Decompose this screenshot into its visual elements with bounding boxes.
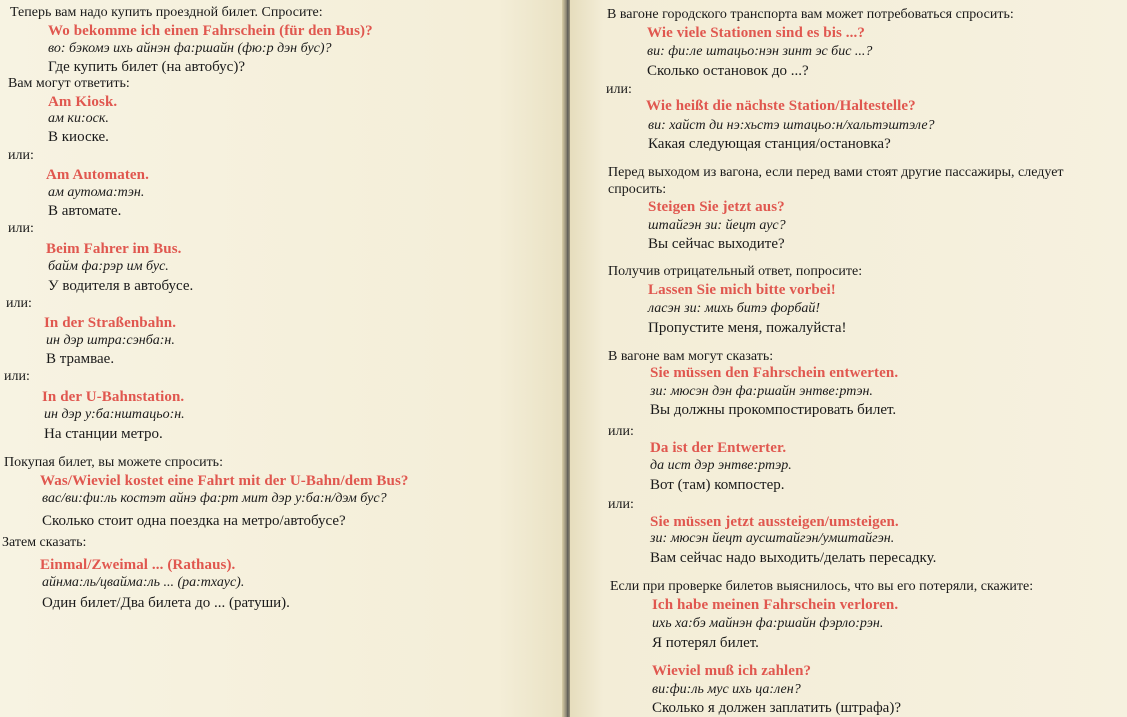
instruction-text: или:	[6, 296, 32, 311]
russian-translation: Вам сейчас надо выходить/делать пересадку.	[650, 550, 937, 566]
instruction-text: Затем сказать:	[2, 535, 87, 550]
german-phrase: Wie heißt die nächste Station/Haltestelle?	[646, 98, 916, 114]
german-phrase: Steigen Sie jetzt aus?	[648, 199, 785, 215]
russian-translation: Какая следующая станция/остановка?	[648, 136, 891, 152]
german-phrase: Wie viele Stationen sind es bis ...?	[647, 25, 865, 41]
german-phrase: Beim Fahrer im Bus.	[46, 241, 182, 257]
instruction-text: или:	[606, 82, 632, 97]
german-phrase: Am Automaten.	[46, 167, 149, 183]
instruction-text: Получив отрицательный ответ, попросите:	[608, 264, 863, 279]
russian-translation: Я потерял билет.	[652, 635, 759, 651]
transcription: да ист дэр энтве:ртэр.	[650, 458, 792, 473]
german-phrase: Da ist der Entwerter.	[650, 440, 787, 456]
transcription: ихь ха:бэ майнэн фа:ршайн фэрло:рэн.	[652, 616, 884, 631]
russian-translation: Вы должны прокомпостировать билет.	[650, 402, 897, 418]
russian-translation: Один билет/Два билета до ... (ратуши).	[42, 595, 290, 611]
transcription: зи: мюсэн дэн фа:ршайн энтве:ртэн.	[650, 384, 873, 399]
right-page	[570, 0, 1127, 717]
instruction-text: Покупая билет, вы можете спросить:	[4, 455, 223, 470]
russian-translation: В автомате.	[48, 203, 122, 219]
instruction-text: спросить:	[608, 182, 667, 197]
german-phrase: Wieviel muß ich zahlen?	[652, 663, 812, 679]
instruction-text: Теперь вам надо купить проездной билет. Спросите:	[10, 5, 323, 20]
instruction-text: или:	[8, 148, 34, 163]
instruction-text: или:	[608, 497, 634, 512]
instruction-text: или:	[8, 221, 34, 236]
transcription: ам аутома:тэн.	[48, 185, 145, 200]
german-phrase: Ich habe meinen Fahrschein verloren.	[652, 597, 899, 613]
transcription: ин дэр у:ба:нштацьо:н.	[44, 407, 185, 422]
russian-translation: В киоске.	[48, 129, 109, 145]
transcription: штайгэн зи: йецт аус?	[648, 218, 786, 233]
transcription: айнма:ль/цвайма:ль ... (ра:тхаус).	[42, 575, 245, 590]
transcription: во: бэкомэ ихь айнэн фа:ршайн (фю:р дэн бус)?	[48, 41, 332, 56]
german-phrase: Sie müssen den Fahrschein entwerten.	[650, 365, 899, 381]
german-phrase: Einmal/Zweimal ... (Rathaus).	[40, 557, 236, 573]
instruction-text: Если при проверке билетов выяснилось, что вы его потеряли, скажите:	[610, 579, 1034, 594]
transcription: ам ки:оск.	[48, 111, 109, 126]
transcription: байм фа:рэр им бус.	[48, 259, 169, 274]
russian-translation: Вы сейчас выходите?	[648, 236, 785, 252]
russian-translation: У водителя в автобусе.	[48, 278, 194, 294]
russian-translation: Сколько стоит одна поездка на метро/автобусе?	[42, 513, 346, 529]
transcription: зи: мюсэн йецт аусштайгэн/умштайгэн.	[650, 531, 895, 546]
russian-translation: Где купить билет (на автобус)?	[48, 59, 245, 75]
instruction-text: или:	[4, 369, 30, 384]
russian-translation: В трамвае.	[46, 351, 115, 367]
russian-translation: На станции метро.	[44, 426, 163, 442]
russian-translation: Пропустите меня, пожалуйста!	[648, 320, 847, 336]
russian-translation: Сколько я должен заплатить (штрафа)?	[652, 700, 901, 716]
german-phrase: In der U-Bahnstation.	[42, 389, 185, 405]
german-phrase: Was/Wieviel kostet eine Fahrt mit der U-Bahn/dem Bus?	[40, 473, 409, 489]
instruction-text: В вагоне вам могут сказать:	[608, 349, 774, 364]
german-phrase: Am Kiosk.	[48, 94, 118, 110]
german-phrase: Lassen Sie mich bitte vorbei!	[648, 282, 836, 298]
transcription: ин дэр штра:сэнба:н.	[46, 333, 175, 348]
german-phrase: Sie müssen jetzt aussteigen/umsteigen.	[650, 514, 899, 530]
german-phrase: Wo bekomme ich einen Fahrschein (für den Bus)?	[48, 23, 373, 39]
russian-translation: Вот (там) компостер.	[650, 477, 785, 493]
instruction-text: В вагоне городского транспорта вам может потребоваться спросить:	[607, 7, 1014, 22]
transcription: ви: фи:ле штацьо:нэн зинт эс бис ...?	[647, 44, 873, 59]
instruction-text: Вам могут ответить:	[8, 76, 130, 91]
transcription: ви: хайст ди нэ:хьстэ штацьо:н/хальтэштэле?	[648, 118, 935, 133]
russian-translation: Сколько остановок до ...?	[647, 63, 809, 79]
transcription: ласэн зи: михь битэ форбай!	[648, 301, 821, 316]
instruction-text: Перед выходом из вагона, если перед вами стоят другие пассажиры, следует	[608, 165, 1064, 180]
transcription: вас/ви:фи:ль костэт айнэ фа:рт мит дэр у:ба:н/дэм бус?	[42, 491, 387, 506]
instruction-text: или:	[608, 424, 634, 439]
german-phrase: In der Straßenbahn.	[44, 315, 177, 331]
transcription: ви:фи:ль мус ихь ца:лен?	[652, 682, 801, 697]
